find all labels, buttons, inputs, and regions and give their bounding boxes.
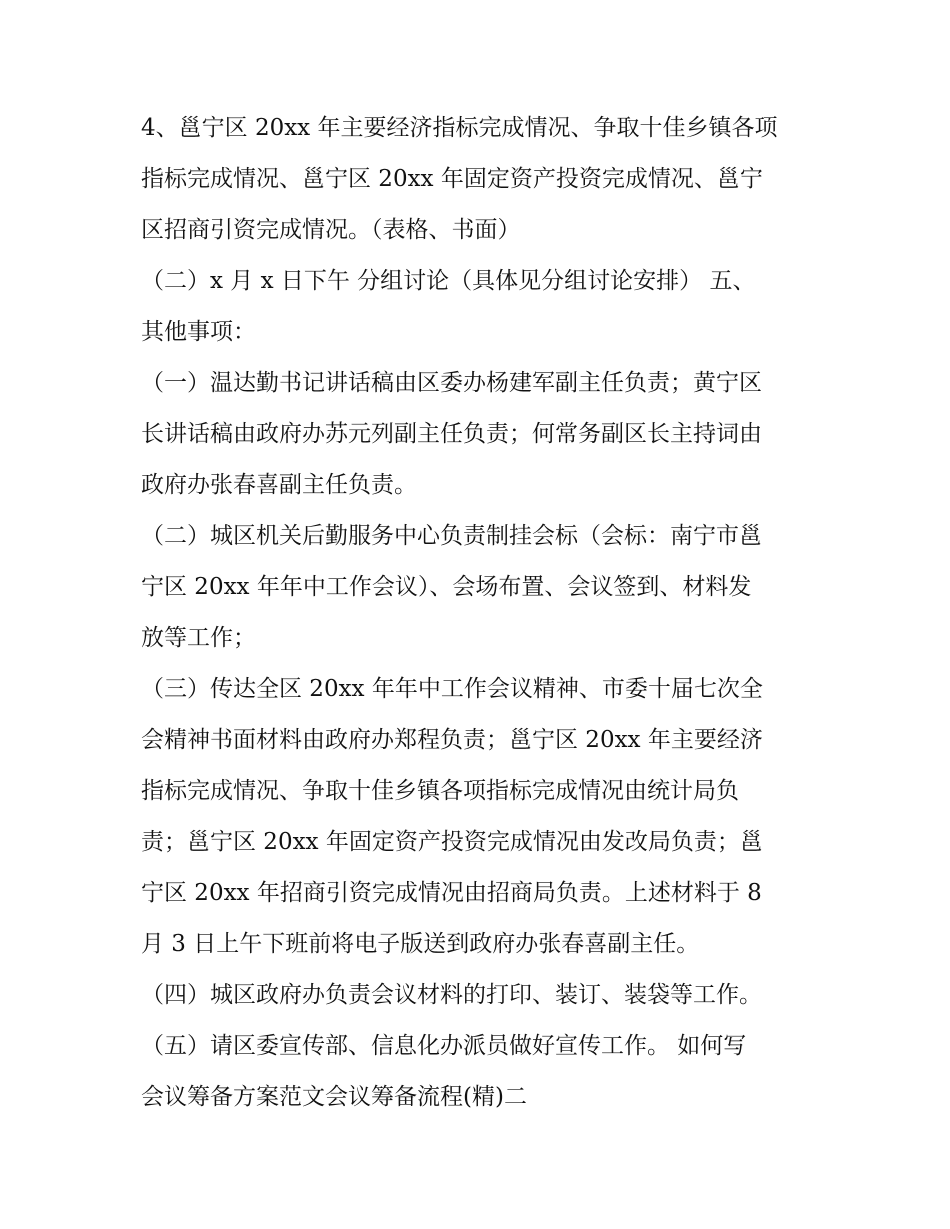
text-line: （四）城区政府办负责会议材料的打印、装订、装袋等工作。 [141,982,762,1008]
text-line: 区招商引资完成情况。（表格、书面） [141,217,521,243]
text-line: 政府办张春喜副主任负责。 [141,472,417,498]
text-line: 宁区 20xx 年招商引资完成情况由招商局负责。上述材料于 8 [141,880,762,906]
text-line: （五）请区委宣传部、信息化办派员做好宣传工作。 如何写 [141,1033,747,1059]
text-line: 其他事项： [141,319,256,345]
text-line: 宁区 20xx 年年中工作会议）、会场布置、会议签到、材料发 [141,574,752,600]
text-line: 指标完成情况、邕宁区 20xx 年固定资产投资完成情况、邕宁 [141,166,763,192]
text-line: 长讲话稿由政府办苏元列副主任负责；何常务副区长主持词由 [141,421,762,447]
text-line: 责；邕宁区 20xx 年固定资产投资完成情况由发改局负责；邕 [141,829,763,855]
text-line: （一）温达勤书记讲话稿由区委办杨建军副主任负责；黄宁区 [141,370,762,396]
text-line: 指标完成情况、争取十佳乡镇各项指标完成情况由统计局负 [141,778,739,804]
text-line: （二）城区机关后勤服务中心负责制挂会标（会标：南宁市邕 [141,523,762,549]
text-line: （二）x 月 x 日下午 分组讨论（具体见分组讨论安排） 五、 [141,268,756,294]
text-line: 会议筹备方案范文会议筹备流程(精)二 [141,1084,527,1110]
text-line: （三）传达全区 20xx 年年中工作会议精神、市委十届七次全 [141,676,763,702]
text-line: 4、邕宁区 20xx 年主要经济指标完成情况、争取十佳乡镇各项 [141,115,778,141]
text-line: 会精神书面材料由政府办郑程负责；邕宁区 20xx 年主要经济 [141,727,763,753]
text-line: 月 3 日上午下班前将电子版送到政府办张春喜副主任。 [141,931,700,957]
document-body [141,103,821,1123]
text-line: 放等工作； [141,625,256,651]
